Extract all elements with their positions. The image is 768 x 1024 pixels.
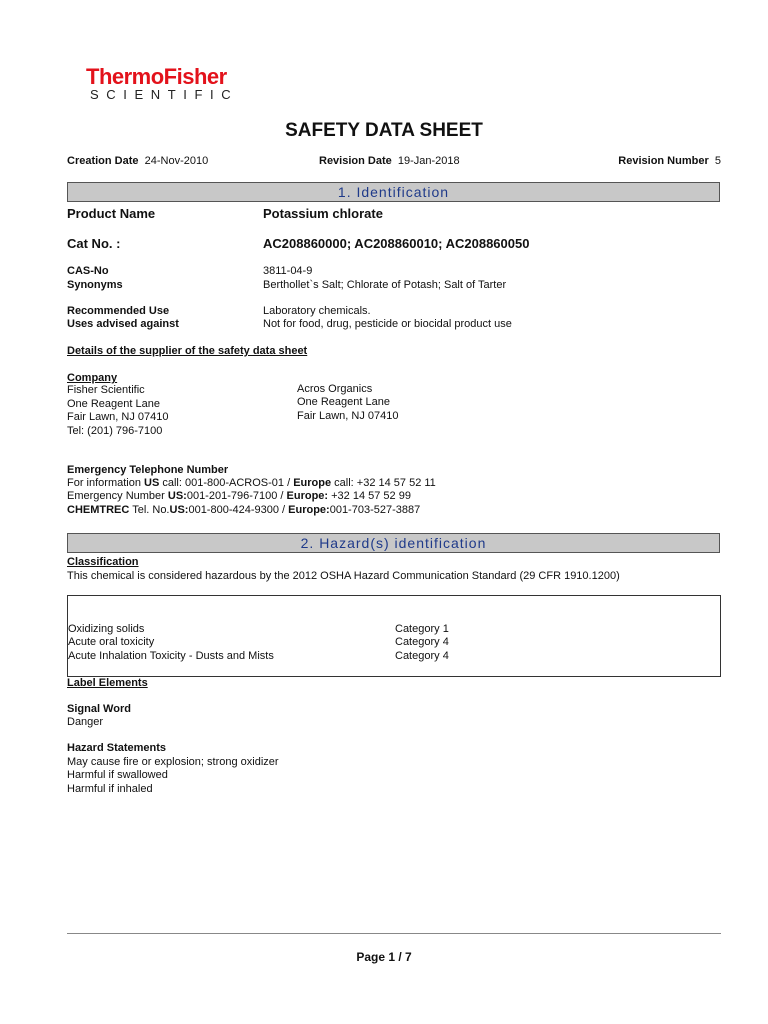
logo-wordmark: ThermoFisher xyxy=(86,64,227,89)
hazard-statements-label: Hazard Statements xyxy=(67,742,167,754)
synonyms-label: Synonyms xyxy=(67,279,123,291)
em2-a: Emergency Number xyxy=(67,490,168,502)
hazard-category: Category 4 xyxy=(395,636,449,648)
em3-d: 001-800-424-9300 / xyxy=(188,504,289,516)
em1-a: For information xyxy=(67,477,145,489)
signal-word-label: Signal Word xyxy=(67,703,131,715)
hazard-name: Oxidizing solids xyxy=(68,623,145,635)
revision-number-value: 5 xyxy=(714,155,721,167)
footer-divider xyxy=(67,933,721,934)
emergency-info-line xyxy=(67,477,436,489)
em3-c: US: xyxy=(169,504,189,516)
revision-number xyxy=(618,155,721,167)
company-label: Company xyxy=(67,372,118,384)
hazard-classification-box xyxy=(67,595,721,677)
document-title: SAFETY DATA SHEET xyxy=(285,120,483,141)
emergency-number-line xyxy=(67,490,411,502)
cat-no-label: Cat No. : xyxy=(67,236,121,251)
hazard-name: Acute oral toxicity xyxy=(68,636,155,648)
acros-line: One Reagent Lane xyxy=(297,396,390,408)
company-phone: Tel: (201) 796-7100 xyxy=(67,425,163,437)
emergency-phone-label: Emergency Telephone Number xyxy=(67,464,229,476)
recommended-use-value: Laboratory chemicals. xyxy=(263,305,371,317)
revision-date-label: Revision Date xyxy=(319,155,392,167)
section-1-header: 1. Identification xyxy=(67,182,720,202)
hazard-statement: Harmful if swallowed xyxy=(67,769,168,781)
company-line: One Reagent Lane xyxy=(67,398,160,410)
creation-date-value: 24-Nov-2010 xyxy=(144,155,209,167)
hazard-statement: Harmful if inhaled xyxy=(67,783,153,795)
page-number: Page 1 / 7 xyxy=(356,950,412,964)
creation-date-label: Creation Date xyxy=(67,155,139,167)
em3-a: CHEMTREC xyxy=(67,504,130,516)
hazard-category: Category 1 xyxy=(395,623,449,635)
cat-no-value: AC208860000; AC208860010; AC208860050 xyxy=(263,236,530,251)
em1-d: Europe xyxy=(293,477,332,489)
revision-number-label: Revision Number xyxy=(618,155,709,167)
synonyms-value: Berthollet`s Salt; Chlorate of Potash; Salt of Tarter xyxy=(263,279,507,291)
em2-d: Europe: xyxy=(286,490,329,502)
supplier-heading: Details of the supplier of the safety data sheet xyxy=(67,345,308,357)
hazard-category: Category 4 xyxy=(395,650,449,662)
hazard-name: Acute Inhalation Toxicity - Dusts and Mists xyxy=(68,650,274,662)
em3-f: 001-703-527-3887 xyxy=(329,504,421,516)
em2-c: 001-201-796-7100 / xyxy=(186,490,287,502)
hazard-statement: May cause fire or explosion; strong oxidizer xyxy=(67,756,279,768)
uses-advised-against-label: Uses advised against xyxy=(67,318,179,330)
revision-date-value: 19-Jan-2018 xyxy=(397,155,460,167)
em1-b: US xyxy=(144,477,160,489)
uses-advised-against-value: Not for food, drug, pesticide or biocidal product use xyxy=(263,318,512,330)
product-name-label: Product Name xyxy=(67,206,156,221)
em1-e: call: +32 14 57 52 11 xyxy=(331,477,436,489)
company-line: Fair Lawn, NJ 07410 xyxy=(67,411,169,423)
section-2-header: 2. Hazard(s) identification xyxy=(67,533,720,553)
em3-e: Europe: xyxy=(288,504,330,516)
revision-date xyxy=(319,155,460,167)
em2-b: US: xyxy=(167,490,187,502)
em2-e: +32 14 57 52 99 xyxy=(328,490,411,502)
company-line: Fisher Scientific xyxy=(67,384,145,396)
cas-no-label: CAS-No xyxy=(67,265,109,277)
em3-b: Tel. No. xyxy=(129,504,170,516)
cas-no-value: 3811-04-9 xyxy=(263,265,313,277)
logo-subtitle: SCIENTIFIC xyxy=(90,87,239,102)
acros-line: Fair Lawn, NJ 07410 xyxy=(297,410,399,422)
signal-word-value: Danger xyxy=(67,716,104,728)
em1-c: call: 001-800-ACROS-01 / xyxy=(159,477,294,489)
classification-label: Classification xyxy=(67,556,139,568)
creation-date xyxy=(67,155,208,167)
label-elements-heading: Label Elements xyxy=(67,677,148,689)
product-name-value: Potassium chlorate xyxy=(263,206,383,221)
chemtrec-line xyxy=(67,504,420,516)
classification-text: This chemical is considered hazardous by the 2012 OSHA Hazard Communication Standard (29 CFR 1910.1200) xyxy=(67,570,620,582)
acros-line: Acros Organics xyxy=(297,383,373,395)
recommended-use-label: Recommended Use xyxy=(67,305,170,317)
